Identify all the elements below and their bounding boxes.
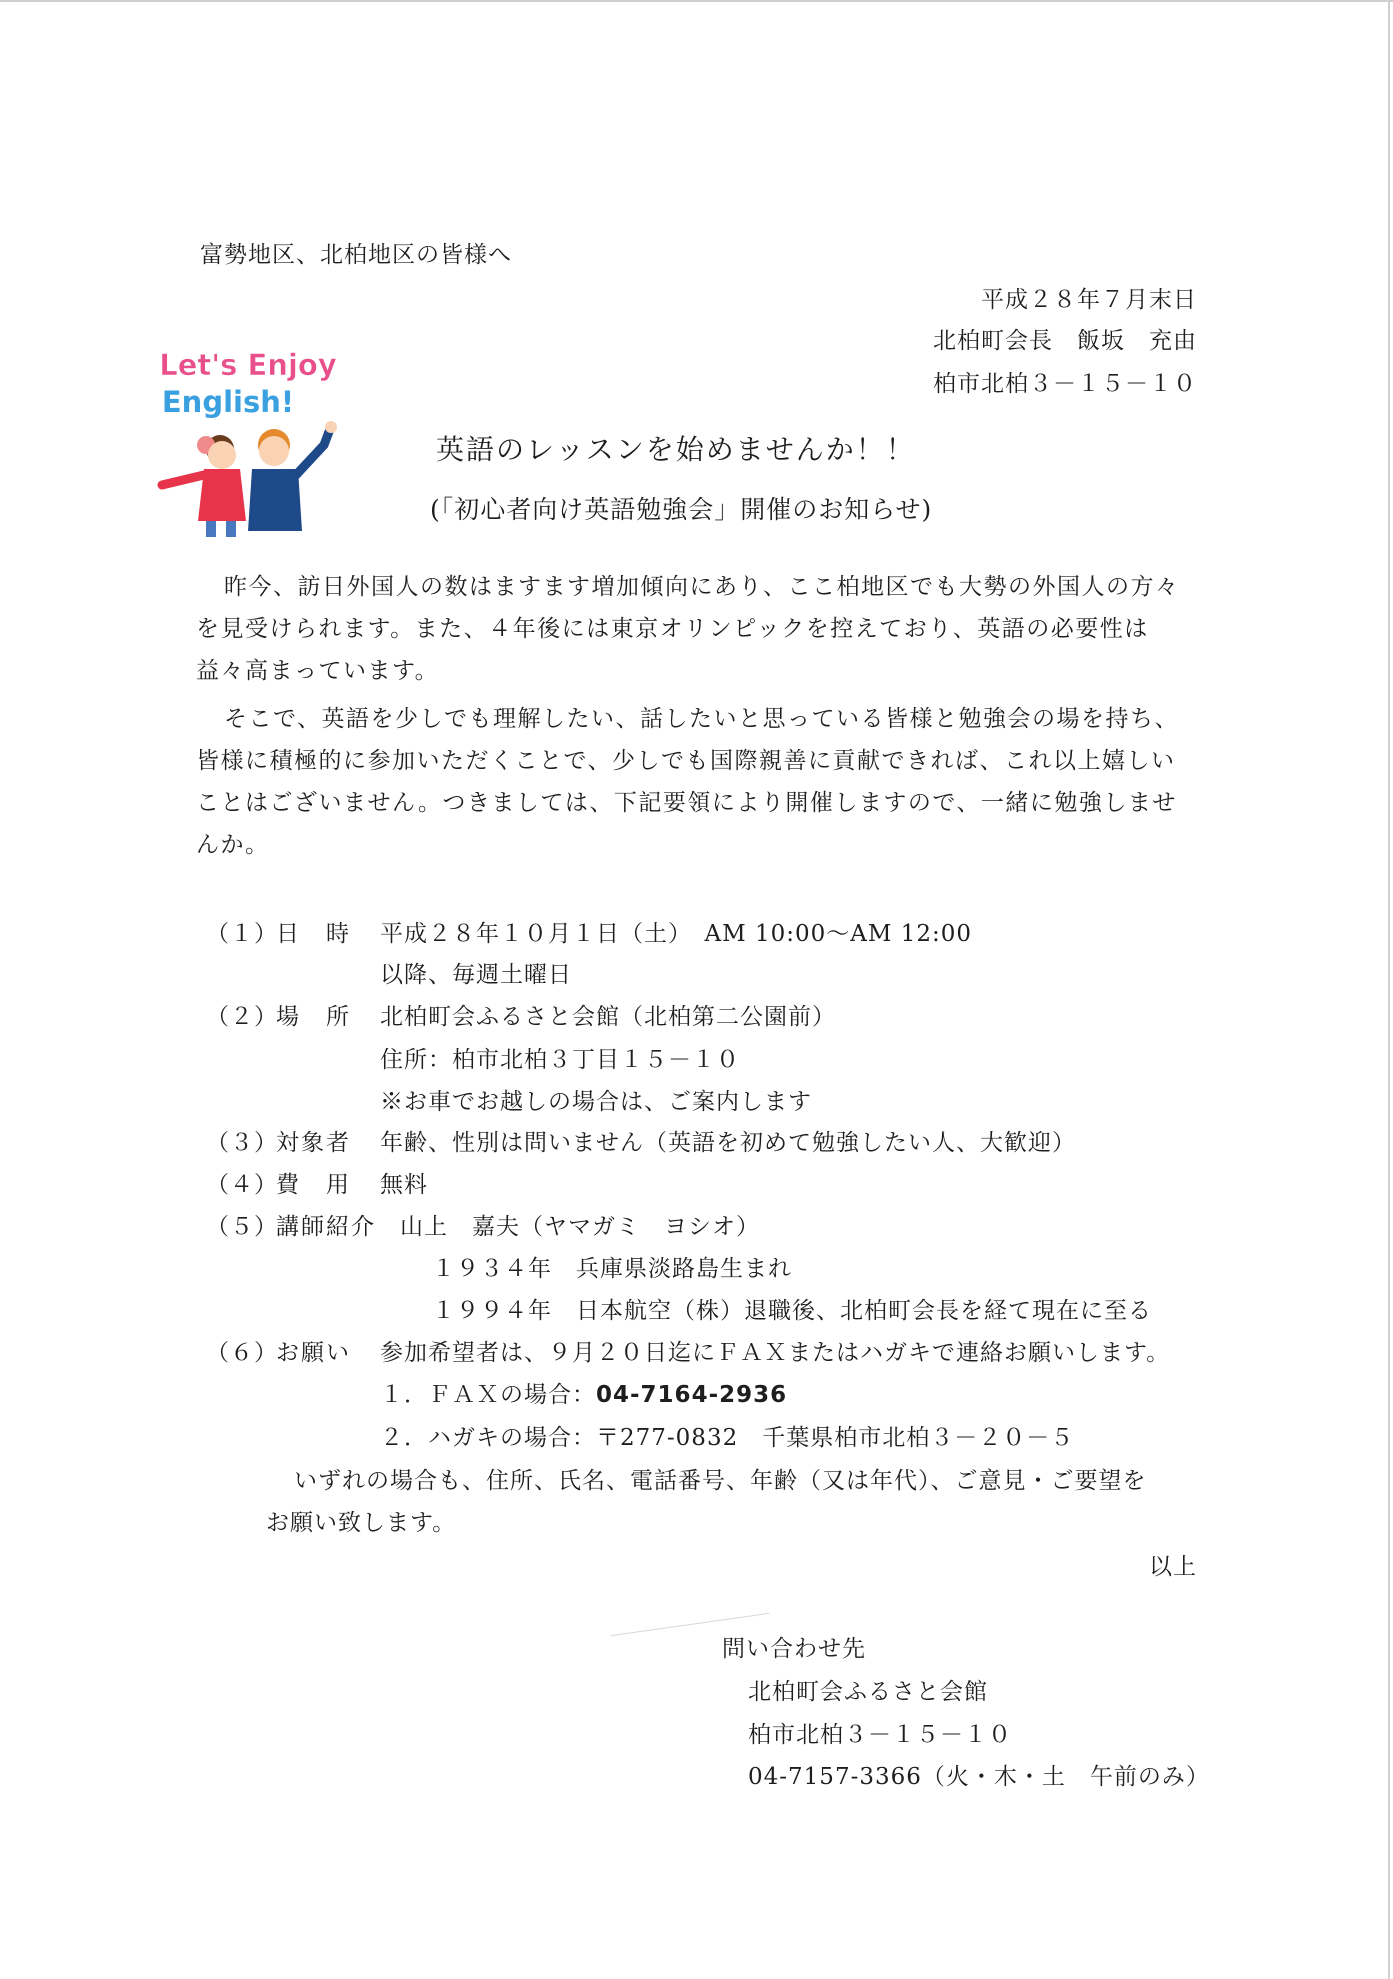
- contact-heading: 問い合わせ先: [722, 1636, 866, 1662]
- item-instructor-num: （５）: [206, 1214, 278, 1240]
- boy-figure-icon: [248, 421, 337, 531]
- item-place-address: 住所：柏市北柏３丁目１５－１０: [380, 1047, 740, 1073]
- request-fax-label: １．ＦＡＸの場合：: [380, 1382, 596, 1408]
- instructor-bio-2: １９９４年 日本航空（株）退職後、北柏町会長を経て現在に至る: [432, 1298, 1152, 1324]
- request-postcard-zip: 〒277-0832: [596, 1425, 739, 1451]
- item-cost-num: （４）: [206, 1172, 278, 1198]
- item-place: [206, 1002, 836, 1032]
- logo-line1: Let's Enjoy: [159, 348, 337, 382]
- issue-date: 平成２８年７月末日: [981, 287, 1197, 313]
- contact-name: 北柏町会ふるさと会館: [748, 1679, 988, 1705]
- item-instructor: [206, 1212, 760, 1242]
- lets-enjoy-english-logo: [148, 345, 348, 545]
- sender-address: 柏市北柏３－１５－１０: [933, 371, 1197, 397]
- request-postcard-address: 千葉県柏市北柏３－２０－５: [762, 1425, 1075, 1451]
- item-request-num: （６）: [206, 1340, 278, 1366]
- item-date-value: 平成２８年１０月１日（土） AM 10:00～AM 12:00: [380, 921, 973, 947]
- intro-paragraph-2: そこで、英語を少しでも理解したい、話したいと思っている皆様と勉強会の場を持ち、皆様に積極的に参加いただくことで、少しでも国際親善に貢献できれば、これ以上嬉しいことはございません。つきましては、下記要領により開催しますので、一緒に勉強しませんか。: [196, 706, 1180, 858]
- girl-figure-icon: [162, 435, 246, 537]
- item-date-note: 以降、毎週土曜日: [380, 962, 572, 988]
- request-note-1: いずれの場合も、住所、氏名、電話番号、年齢（又は年代）、ご意見・ご要望を: [294, 1468, 1147, 1494]
- request-fax-number: 04-7164-2936: [596, 1382, 788, 1408]
- item-request-label: お願い: [276, 1340, 351, 1366]
- intro-paragraph-1: 昨今、訪日外国人の数はますます増加傾向にあり、ここ柏地区でも大勢の外国人の方々を見受けられます。また、４年後には東京オリンピックを控えており、英語の必要性は益々高まっています。: [196, 574, 1180, 684]
- closing: 以上: [1149, 1554, 1197, 1580]
- item-target: [206, 1128, 1076, 1158]
- scan-edge-right: [1388, 0, 1390, 1979]
- scan-edge-top: [0, 0, 1393, 2]
- instructor-bio-1: １９３４年 兵庫県淡路島生まれ: [432, 1256, 792, 1282]
- request-postcard: [380, 1423, 1074, 1453]
- addressee: 富勢地区、北柏地区の皆様へ: [200, 242, 512, 268]
- sender-name: 北柏町会長 飯坂 充由: [933, 328, 1197, 354]
- logo-line2: English!: [161, 385, 295, 419]
- item-place-value: 北柏町会ふるさと会館（北柏第二公園前）: [380, 1004, 836, 1030]
- page-subtitle: (「初心者向け英語勉強会」開催のお知らせ): [430, 495, 933, 524]
- request-fax: [380, 1380, 787, 1410]
- page-title: 英語のレッスンを始めませんか！！: [436, 433, 916, 466]
- item-cost-label: 費 用: [276, 1172, 351, 1198]
- item-instructor-value: 山上 嘉夫（ヤマガミ ヨシオ）: [400, 1214, 760, 1240]
- item-request-value: 参加希望者は、９月２０日迄にＦＡＸまたはハガキで連絡お願いします。: [380, 1340, 1171, 1366]
- request-postcard-label: ２．ハガキの場合：: [380, 1425, 596, 1451]
- item-place-num: （２）: [206, 1004, 278, 1030]
- item-date-num: （１）: [206, 921, 278, 947]
- item-date-label: 日 時: [276, 921, 351, 947]
- item-target-label: 対象者: [276, 1130, 351, 1156]
- contact-phone: 04-7157-3366（火・木・土 午前のみ）: [748, 1764, 1210, 1790]
- item-target-num: （３）: [206, 1130, 278, 1156]
- item-target-value: 年齢、性別は問いません（英語を初めて勉強したい人、大歓迎）: [380, 1130, 1076, 1156]
- item-date: [206, 919, 972, 949]
- item-place-note: ※お車でお越しの場合は、ご案内します: [380, 1089, 812, 1115]
- item-cost-value: 無料: [380, 1172, 428, 1198]
- item-place-label: 場 所: [276, 1004, 351, 1030]
- item-request: [206, 1338, 1170, 1368]
- item-cost: [206, 1170, 428, 1200]
- item-instructor-label: 講師紹介: [276, 1214, 376, 1240]
- request-note-2: お願い致します。: [266, 1510, 457, 1536]
- faint-stroke: [611, 1613, 770, 1636]
- contact-address: 柏市北柏３－１５－１０: [748, 1722, 1012, 1748]
